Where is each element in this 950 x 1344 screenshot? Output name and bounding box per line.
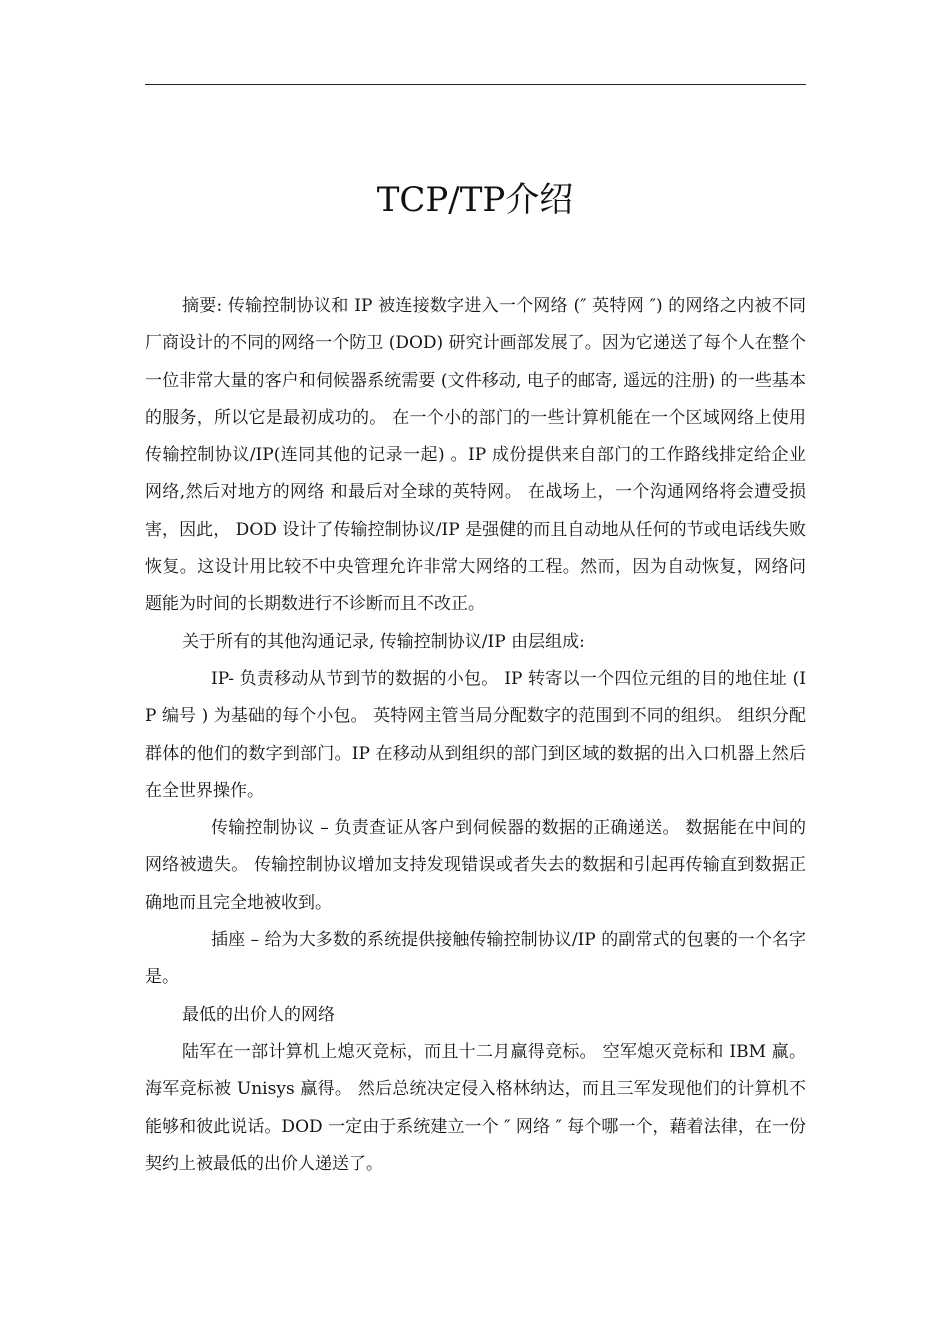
lowest-bidder-paragraph: 陆军在一部计算机上熄灭竞标，而且十二月赢得竞标。 空军熄灭竞标和 IBM 赢。 海军竞标被 Unisys 赢得。 然后总统决定侵入格林纳达，而且三军发现他们的计算机不能够和彼此说话。DOD 一定由于系统建立一个 ″ 网络 ″ 每个哪一个，藉着法律，在一份契约上被最低的出价人递送了。 (145, 1041, 806, 1174)
ip-layer-paragraph: IP- 负责移动从节到节的数据的小包。 IP 转寄以一个四位元组的目的地住址 (IP 编号 ) 为基础的每个小包。 英特网主管当局分配数字的范围到不同的组织。 组织分配群体的他们的数字到部门。IP 在移动从到组织的部门到区域的数据的出入口机器上然后在全世界操作。 (145, 668, 806, 801)
document-title: TCP/TP介绍 (376, 180, 574, 220)
tcp-layer-paragraph: 传输控制协议 – 负责查证从客户到伺候器的数据的正确递送。 数据能在中间的网络被遗失。 传输控制协议增加支持发现错误或者失去的数据和引起再传输直到数据正确地而且完全地被收到。 (145, 818, 806, 913)
socket-paragraph: 插座 – 给为大多数的系统提供接触传输控制协议/IP 的副常式的包裹的一个名字是。 (145, 930, 806, 988)
layers-intro-paragraph: 关于所有的其他沟通记录, 传输控制协议/IP 由层组成: (182, 631, 585, 652)
document-body (145, 288, 806, 1183)
header-rule (145, 84, 806, 85)
section-heading: 最低的出价人的网络 (182, 1004, 335, 1025)
abstract-paragraph: 摘要: 传输控制协议和 IP 被连接数字进入一个网络 (″ 英特网 ″) 的网络之内被不同厂商设计的不同的网络一个防卫 (DOD) 研究计画部发展了。因为它递送了每个人在整个一位非常大量的客户和伺候器系统需要 (文件移动, 电子的邮寄, 遥远的注册) 的一些基本的服务，所以它是最初成功的。 在一个小的部门的一些计算机能在一个区域网络上使用传输控制协议/IP(连同其他的记录一起) 。IP 成份提供来自部门的工作路线排定给企业网络,然后对地方的网络 和最后对全球的英特网。 在战场上，一个沟通网络将会遭受损害，因此， DOD 设计了传输控制协议/IP 是强健的而且自动地从任何的节或电话线失败恢复。这设计用比较不中央管理允许非常大网络的工程。然而，因为自动恢复，网络问题能为时间的长期数进行不诊断而且不改正。 (145, 296, 806, 615)
